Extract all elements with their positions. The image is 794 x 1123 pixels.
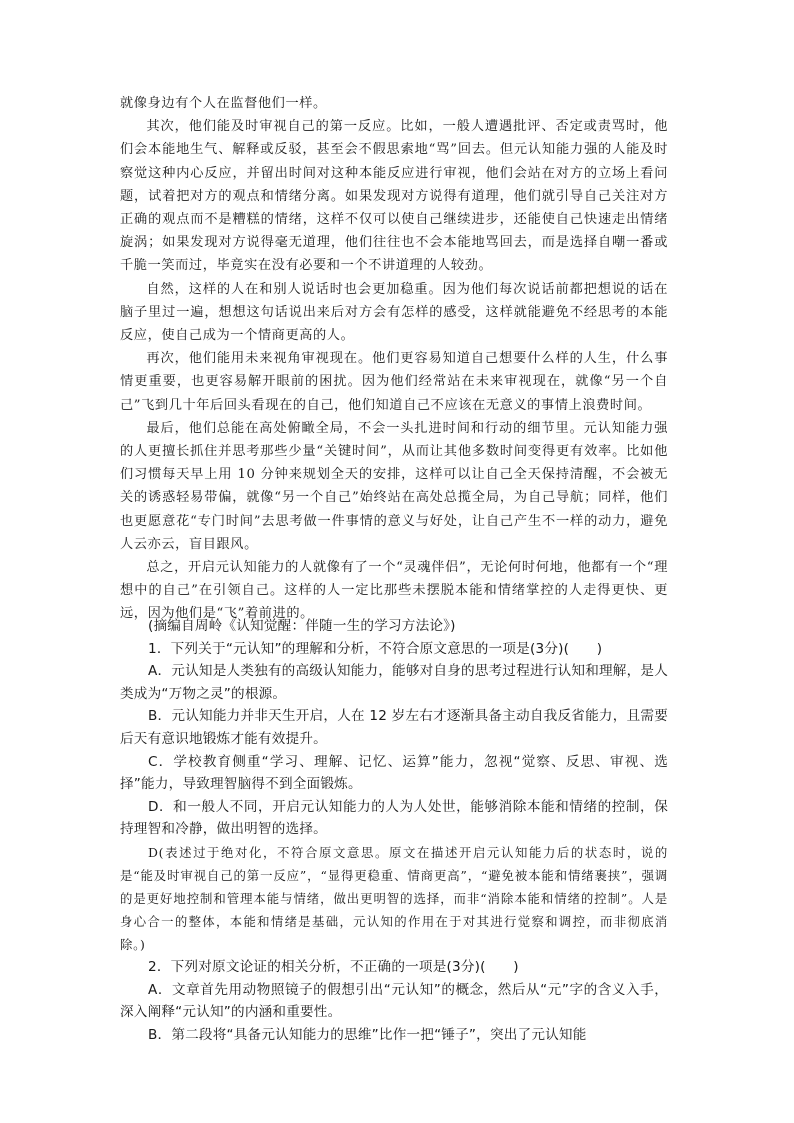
- question-1-option-b: B．元认知能力并非天生开启，人在 12 岁左右才逐渐具备主动自我反省能力，且需要后天有意识地锻炼才能有效提升。: [120, 708, 668, 747]
- question-2-stem: 2．下列对原文论证的相关分析，不正确的一项是(3分)( ): [148, 958, 519, 975]
- article-body: [120, 92, 668, 626]
- article-paragraph: 其次，他们能及时审视自己的第一反应。比如，一般人遭遇批评、否定或责骂时，他们会本能地生气、解释或反驳，甚至会不假思索地“骂”回去。但元认知能力强的人能及时察觉这种内心反应，并留出时间对这种本能反应进行审视，他们会站在对方的立场上看问题，试着把对方的观点和情绪分离。如果发现对方说得有道理，他们就引导自己关注对方正确的观点而不是糟糕的情绪，这样不仅可以使自己继续进步，还能使自己快速走出情绪旋涡；如果发现对方说得毫无道理，他们往往也不会本能地骂回去，而是选择自嘲一番或千脆一笑而过，毕竟实在没有必要和一个不讲道理的人较劲。: [120, 119, 668, 274]
- article-paragraph: 就像身边有个人在监督他们一样。: [120, 96, 327, 111]
- question-1-option-d: D．和一般人不同，开启元认知能力的人为人处世，能够消除本能和情绪的控制，保持理智和冷静，做出明智的选择。: [120, 798, 668, 838]
- question-2-option-a: A．文章首先用动物照镜子的假想引出“元认知”的概念，然后从“元”字的含义入手，深入阐释“元认知”的内涵和重要性。: [120, 981, 668, 1021]
- article-paragraph: 自然，这样的人在和别人说话时也会更加稳重。因为他们每次说话前都把想说的话在脑子里过一遍，想想这句话说出来后对方会有怎样的感受，这样就能避免不经思考的本能反应，使自己成为一个情商更高的人。: [120, 281, 668, 344]
- source-citation: (摘编自周岭《认知觉醒：伴随一生的学习方法论》): [148, 618, 456, 634]
- question-1-answer: D(表述过于绝对化，不符合原文意思。原文在描述开启元认知能力后的状态时，说的是“能及时审视自己的第一反应”，“显得更稳重、情商更高”，“避免被本能和情绪裹挟”，强调的是更好地控制和管理本能与情绪，做出更明智的选择，而非“消除本能和情绪的控制”。人是身心合一的整体，本能和情绪是基础，元认知的作用在于对其进行觉察和调控，而非彻底消除。): [120, 844, 668, 952]
- article-paragraph: 总之，开启元认知能力的人就像有了一个“灵魂伴侣”，无论何时何地，他都有一个“理想中的自己”在引领自己。这样的人一定比那些未摆脱本能和情绪掌控的人走得更快、更远，因为他们是“飞”着前进的。: [120, 560, 668, 622]
- question-2-option-b: B．第二段将“具备元认知能力的思维”比作一把“锤子”，突出了元认知能: [148, 1026, 587, 1043]
- question-1-option-c: C．学校教育侧重“学习、理解、记忆、运算”能力，忽视“觉察、反思、审视、选择”能力，导致理智脑得不到全面锻炼。: [120, 753, 668, 793]
- article-paragraph: 最后，他们总能在高处俯瞰全局，不会一头扎进时间和行动的细节里。元认知能力强的人更擅长抓住并思考那些少量“关键时间”，从而让其他多数时间变得更有效率。比如他们习惯每天早上用 10 分钟来规划全天的安排，这样可以让自己全天保持清醒，不会被无关的诱惑轻易带偏，就像“另一个自己”始终站在高处总揽全局，为自己导航；同样，他们也更愿意花“专门时间”去思考做一件事情的意义与好处，让自己产生不一样的动力，避免人云亦云，盲目跟风。: [120, 420, 668, 552]
- question-1-option-a: A．元认知是人类独有的高级认知能力，能够对自身的思考过程进行认知和理解，是人类成为“万物之灵”的根源。: [120, 663, 668, 702]
- question-1-stem: 1．下列关于“元认知”的理解和分析，不符合原文意思的一项是(3分)( ): [148, 640, 603, 657]
- question-1: [120, 638, 668, 956]
- question-2: [120, 956, 668, 1046]
- quiz-section: [120, 615, 668, 1046]
- article-paragraph: 再次，他们能用未来视角审视现在。他们更容易知道自己想要什么样的人生，什么事情更重要，也更容易解开眼前的困扰。因为他们经常站在未来审视现在，就像“另一个自己”飞到几十年后回头看现在的自己，他们知道自己不应该在无意义的事情上浪费时间。: [120, 351, 668, 413]
